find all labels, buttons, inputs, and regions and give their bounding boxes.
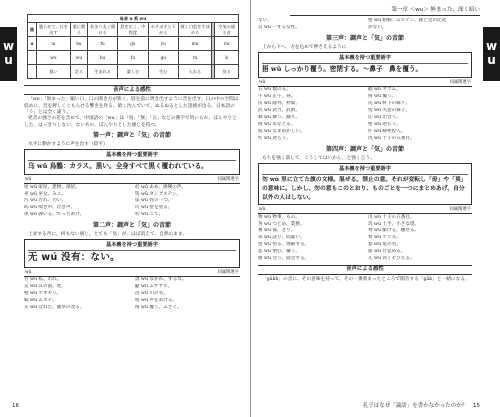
right-page [250,0,500,417]
table-cell: yu [148,37,178,51]
tab-letter-w: w [485,39,498,54]
table-cell: 遅い [37,65,71,79]
vocab-list [258,214,472,263]
section-heading: 第二声：調声と「気」の音節 [92,222,171,229]
key-word-box [24,239,240,268]
table-cell: ポテポテと下がる [148,23,178,37]
box-body: 乌 wū 烏鵲：カラス。黒い。全身すべて黒く覆われている。 [28,162,208,171]
box-body: 捂 wǔ しっかり覆う。密閉する。～鼻子 鼻を覆う。 [262,65,423,74]
key-word-box [258,52,472,78]
row-label: u [28,37,37,51]
list-item: 舞 wǔ 舞う、踊り。 [258,115,300,121]
table-cell: 曇らせて、口を出す [37,23,71,37]
header-rule [290,15,480,16]
table-cell: ɯ [37,37,71,51]
section-subtitle: 水平に動かすように声を出す（陰平） [28,142,108,148]
list-item: 午 wǔ 正午、昼。 [258,94,296,100]
table-cell: 走る [70,65,87,79]
list-item: 晤 wù 会う、面会する。 [258,256,310,262]
vocab-header [258,207,472,214]
list-item: 吾 wú 私、われ。 [24,277,62,283]
table-cell: 入れる [178,65,212,79]
list-item: 梧 wú 梧桐：ムロテン、鹿と見の比武 [368,18,447,24]
list-item: 悟 wù 悟る、理解する。 [258,242,310,248]
section-tab [483,27,500,81]
vocab-caption: 同属関連字 [449,207,471,213]
list-item: 捂 wǔ 覆う。 [368,94,397,100]
key-word-box [24,149,240,175]
list-item: 误 wù 誤り、間違い。 [258,235,305,241]
list-item: 仵 wǔ 検死役人。 [368,129,406,135]
table-title: 母音 u 系 wu [28,15,239,23]
table-cell: 唇を広く、中程度 [118,23,149,37]
list-item: 五 wǔ 数の五。 [258,87,291,93]
list-item: 武 wǔ 武力、武術。 [258,108,300,114]
left-column [24,83,240,312]
section-heading: 第一声：調声と「気」の音節 [92,132,171,140]
box-body: 无 wú 没有：ない。 [28,252,120,264]
table-cell: 重に開る [70,23,87,37]
list-item: 杇 wū こて。 [135,212,164,218]
list-item: 伍 wǔ 隊列、仲間。 [258,101,300,107]
list-item: 鼯 wú ムササビ。 [135,284,173,290]
vocab-caption: 同属関連字 [217,177,239,183]
list-item: 坞 wù 土手、小さな堤。 [368,221,420,227]
box-caption: 基本義を持つ重要語字 [28,152,236,161]
vocab-list [258,87,472,143]
key-word-box [258,163,472,205]
list-item: 鹜 wù アヒル。 [368,235,401,241]
list-item: 唔 wú 声をあげる。 [135,298,177,304]
syllable-table [27,14,239,79]
paragraph: 「gǎkh」の音に、その意味を持って、その一番奥まったところで開音する「gǎk」と一緒になる。 [262,277,470,283]
list-item: 吴 wú 呉の国、姓。 [24,284,66,290]
list-item: 巫 wū 巫女、みこ。 [24,191,66,197]
list-item: 物 wù 物事、もの。 [258,214,300,220]
list-item: 芜 wú 荒れた、雑草の茂る。 [24,305,85,311]
list-item: 浯 wú 川の名。 [135,291,168,297]
list-item: 骛 wù 駆ける、馳せる。 [368,228,420,234]
section-subtitle: もちを強く落して、こうしてはいかん、と強く言う。 [262,155,375,161]
vocab-pinyin: wú [25,270,32,276]
list-item: 迕 wǔ 出会う。 [368,115,401,121]
box-caption: 基本義を持つ重要語字 [262,55,468,64]
table-cell: wu [70,51,87,65]
meaning-heading: 音声による感性 [258,265,472,275]
vocab-header [24,270,240,277]
running-header: 第一章 ＜wu＞ 無まった、深く暗い [391,7,480,13]
list-item: 钨 wū タングステン。 [135,191,181,197]
table-cell: 見る [215,65,239,79]
vocab-header [258,80,472,87]
list-item: 於 wū ああ、感嘆の声。 [135,184,186,190]
page-number-value: 15 [473,402,480,409]
list-item: 梧 wú アオギリ。 [24,291,62,297]
right-column [258,18,472,284]
vocab-list [24,184,240,219]
box-caption: 基本義を持つ重要語字 [262,166,468,175]
section-tab [0,27,17,81]
row-label [28,51,37,65]
table-cell: 強く口唇をすぼめる [178,23,212,37]
list-item: 戊 wǔ 十干の五番目。 [368,136,415,142]
table-cell: gu [148,51,178,65]
page-number: 16 [12,402,19,409]
meaning-heading: 音声による感性 [24,85,240,95]
section-heading: 第四声：調声と「気」の音節 [325,145,404,153]
list-item: 侮 wǔ あなどる。 [258,122,296,128]
list-item: 邬 wū 姓の一つ。 [135,198,173,204]
list-item: 怃 wǔ 失意の様子。 [368,108,410,114]
list-item: 忤 wǔ 逆らう。 [258,136,291,142]
list-item: 诬 wū 誣いる、でっちあげ。 [24,212,85,218]
table-cell: bu [88,51,118,65]
list-item: 蜈 wú ムカデ。 [24,298,57,304]
list-item: 污 wū 汚れ、汚い。 [24,198,67,204]
table-cell: 生まれる [88,65,118,79]
list-item: 毋 wú なかれ、するな。 [135,277,187,283]
list-item: がない。 [368,25,387,31]
list-item: 雾 wù 霧、きり。 [258,228,296,234]
table-cell: wu [37,51,71,65]
tab-letter-u: u [487,53,496,67]
list-item: 恶 wù 憎む、嫌う。 [258,249,300,255]
list-item: 呜 wū 鳴き声、泣き声。 [24,205,76,211]
section-subtitle: 上から下へ、力を込めて押さえるように [262,45,347,51]
paragraph: 発音の強さの差を含めて、中国語の「wu」は「鳥」「無」「五」などの漢字で用いられ、ぼんやりとした、はっきりしない、ないもの、ぼんやりとした感じを持つ。 [24,116,237,128]
section-heading: 第三声：調声と「気」の音節 [325,34,404,42]
list-item: 婺 wù 星の名。 [368,242,401,248]
vocab-caption: 同属関連字 [449,80,471,86]
list-item: 牾 wǔ 逆らう。 [368,122,401,128]
table-cell: gu [118,37,149,51]
page-number [363,403,480,410]
vocab-list [24,277,240,312]
list-item: 庑 wǔ 軒下の廊下。 [368,101,410,107]
list-item: 务 wù つとめ、業務。 [258,221,305,227]
vocab-pinyin: wū [25,177,32,183]
list-item: 屋 wū 家屋、建物、部屋。 [24,184,80,190]
table-cell: 生む [148,65,178,79]
table-cell: ru [178,51,212,65]
list-item: 寤 wù 目覚める。 [368,249,406,255]
tab-letter-u: u [4,53,13,67]
table-cell: 空気の通る音 [215,23,239,37]
list-item: 捂 wú 覆う、ふさぐ。 [135,305,182,311]
box-body: 勿 wù 里に立てた旗の文様。混ぜる。禁止の意。それが変転し「毋」や「莫」の意味に。しかし、勿の意もこのとおり、ものごとを一つにまとめあげ、自分以外の人はしない。 [262,177,467,201]
table-cell: fu [118,51,149,65]
table-cell: 楽しむ [118,65,149,79]
table-cell: あまり丸く開ける [88,23,118,37]
continuation-list [258,18,472,32]
table-cell: fu [88,37,118,51]
row-label: 陰 [28,23,37,37]
row-label [28,65,37,79]
list-item: ない。 [258,18,272,24]
vocab-caption: 同属関連字 [217,270,239,276]
list-item: 戊 wù 十干の五番目。 [368,214,415,220]
table-cell: k [215,51,239,65]
table-cell: bu [70,37,87,51]
list-item: 呉 wú 一する女性。 [258,25,300,31]
vocab-header [24,177,240,184]
list-item: 圬 wū 壁を塗る。 [135,205,173,211]
vocab-pinyin: wù [259,207,266,213]
table-cell: mu [178,37,212,51]
list-item: 妩 wǔ なまめかしい。 [258,129,305,135]
section-subtitle: 上昇する声に。何もない感じ。とても「気」が、ほぼ消えて、自然のまま。 [28,232,188,238]
list-item: 鹉 wǔ オウム。 [368,87,401,93]
paragraph: 「wu」「無まった」縮い口。口の開き方が狭く、唇を前に突き出すように音を出す。日の中の空間は低めに、音を押しくぐもらせる響きを作る。暗く沈んでいて、ぬるぬるとした語感が出る。日本語の「う」とは全く違う。 [24,97,239,115]
list-item: 兀 wù 高くそびえる。 [368,256,415,262]
table-cell: nu [215,37,239,51]
box-caption: 基本義を持つ重要語字 [28,242,236,251]
tab-letter-w: w [2,39,15,54]
running-footer: 孔子はなぜ「論語」を書かなかったのか？ [362,402,468,409]
vocab-pinyin: wǔ [259,80,266,86]
